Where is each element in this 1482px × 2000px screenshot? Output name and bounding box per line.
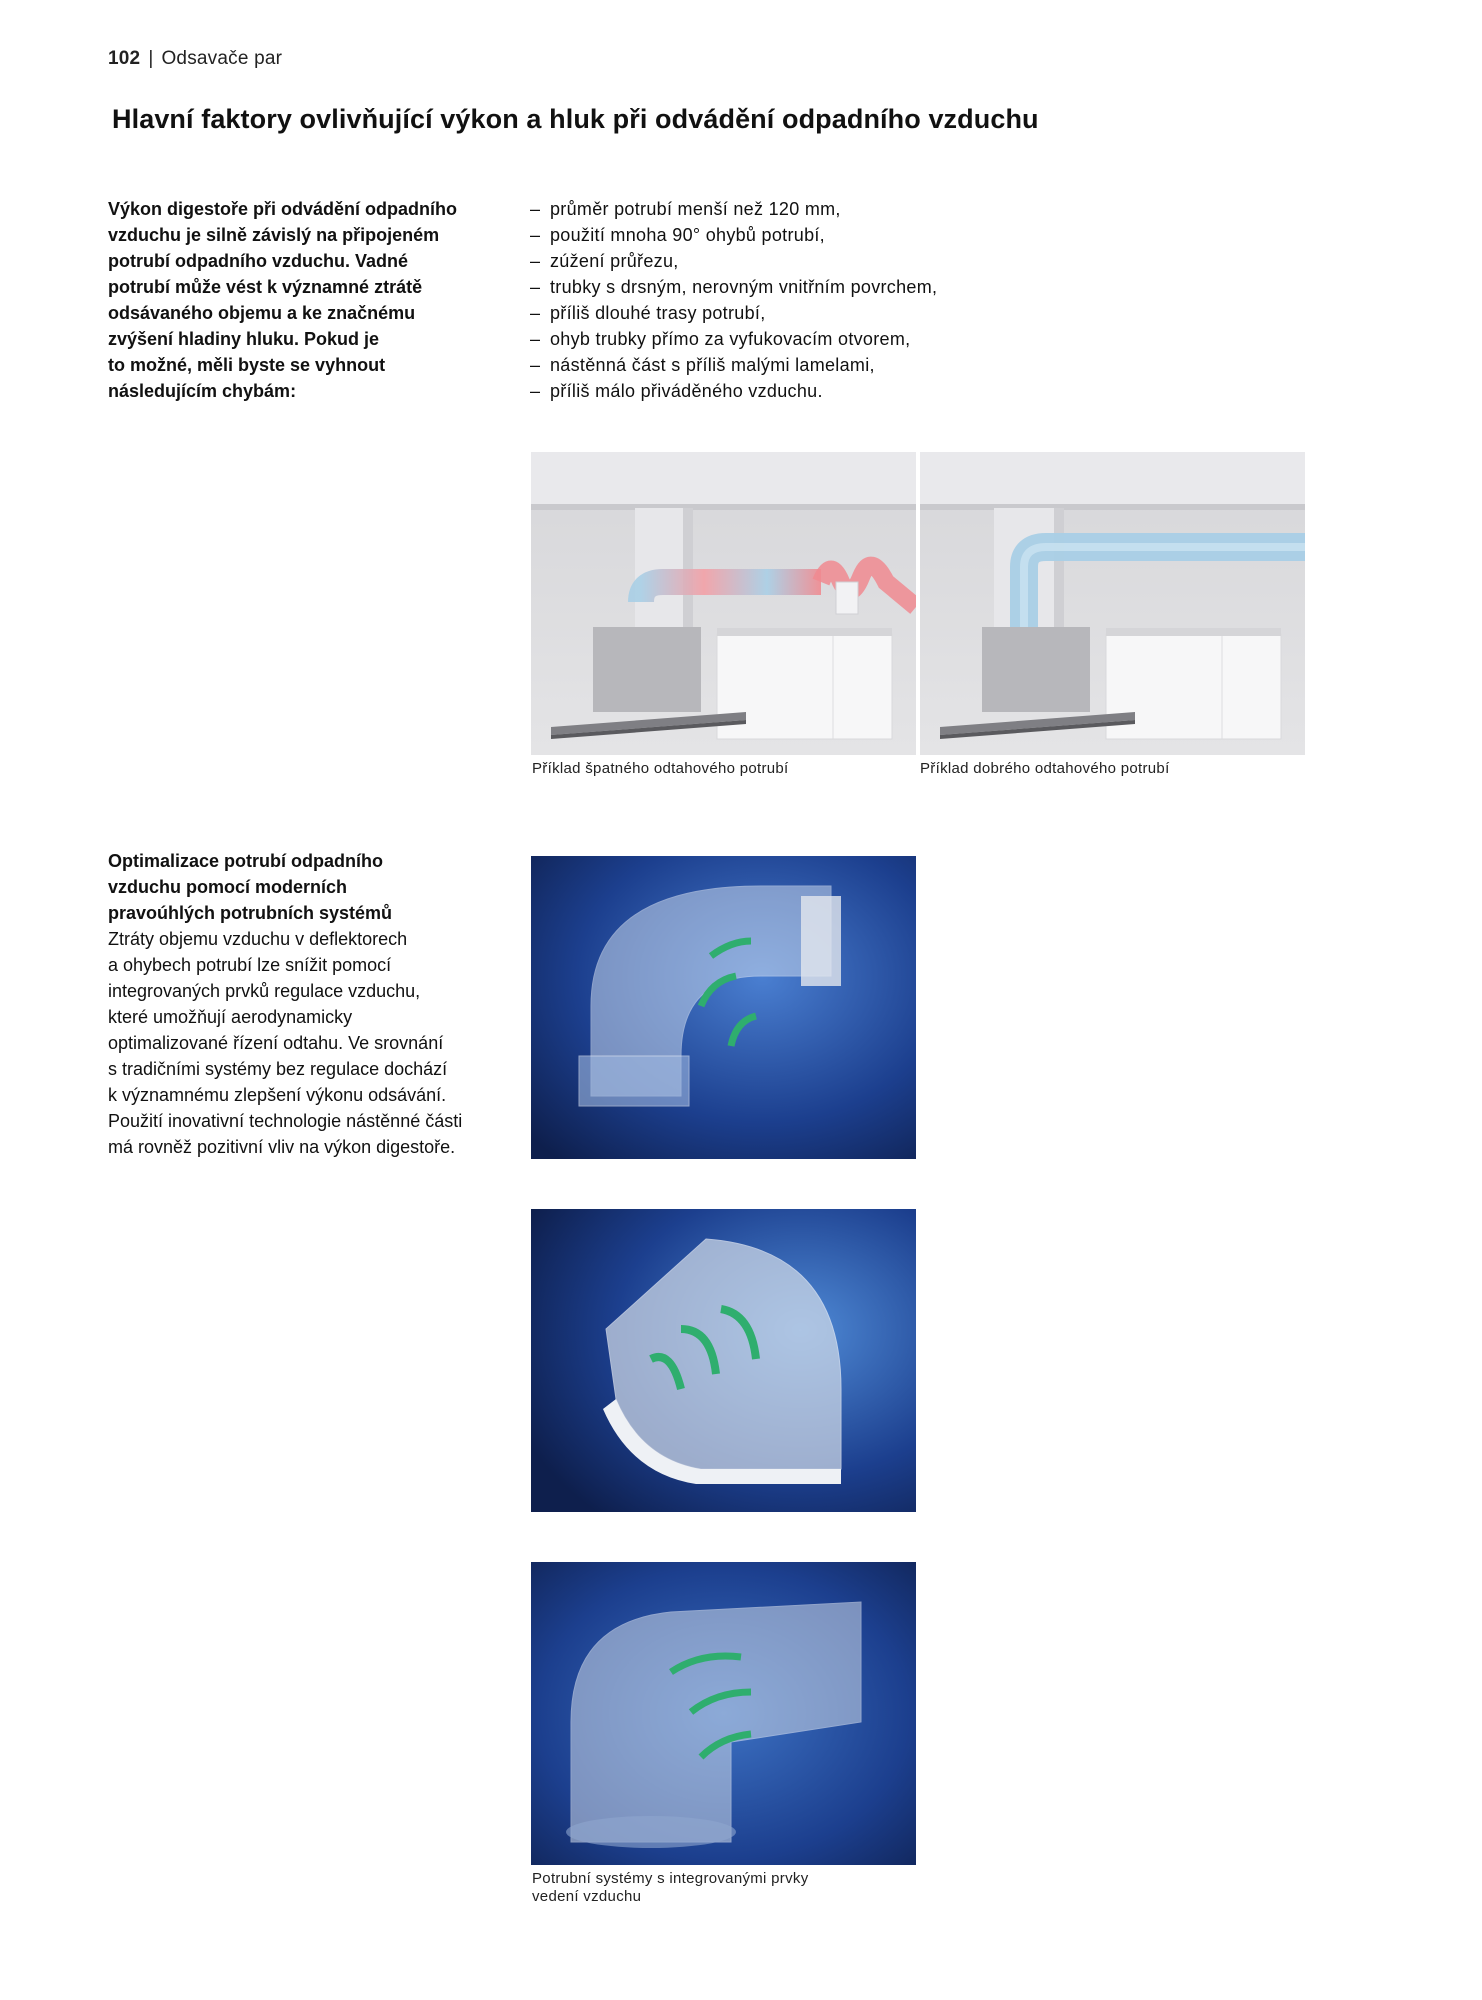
list-item: – trubky s drsným, nerovným vnitřním povrchem,: [530, 274, 937, 300]
page-title: Hlavní faktory ovlivňující výkon a hluk při odvádění odpadního vzduchu: [112, 104, 1039, 134]
good-duct-photo: [920, 452, 1305, 755]
bad-duct-caption: Příklad špatného odtahového potrubí: [532, 760, 789, 777]
optimization-body: Ztráty objemu vzduchu v deflektorech a ohybech potrubí lze snížit pomocí integrovaných prvků regulace vzduchu, které umožňují aerodynamicky optimalizované řízení odtahu. Ve srovnání s tradičními systémy bez regulace dochází k významnému zlepšení výkonu odsávání. Použití inovativní technologie nástěnné části má rovněž pozitivní vliv na výkon digestoře.: [108, 929, 463, 1157]
page-number: 102: [108, 48, 141, 69]
mistakes-list: [530, 196, 937, 404]
page-header: [108, 48, 282, 70]
good-duct-caption: Příklad dobrého odtahového potrubí: [920, 760, 1170, 777]
list-item: – ohyb trubky přímo za vyfukovacím otvorem,: [530, 326, 937, 352]
list-item: – příliš dlouhé trasy potrubí,: [530, 300, 937, 326]
list-item: – nástěnná část s příliš malými lamelami,: [530, 352, 937, 378]
duct-elbow-photo-1: [531, 856, 916, 1159]
list-item: – příliš málo přiváděného vzduchu.: [530, 378, 937, 404]
list-item: – průměr potrubí menší než 120 mm,: [530, 196, 937, 222]
section-name: Odsavače par: [161, 48, 283, 69]
header-separator: |: [148, 48, 154, 69]
duct-elbow-photo-3: [531, 1562, 916, 1865]
intro-paragraph: Výkon digestoře při odvádění odpadního vzduchu je silně závislý na připojeném potrubí odpadního vzduchu. Vadné potrubí může vést k významné ztrátě odsávaného objemu a ke značnému zvýšení hladiny hluku. Pokud je to možné, měli byste se vyhnout následujícím chybám:: [108, 199, 458, 401]
optimization-heading: Optimalizace potrubí odpadního vzduchu pomocí moderních pravoúhlých potrubních systémů: [108, 851, 393, 923]
list-item: – použití mnoha 90° ohybů potrubí,: [530, 222, 937, 248]
optimization-section: [108, 848, 508, 1160]
duct-systems-caption: Potrubní systémy s integrovanými prvky vedení vzduchu: [532, 1870, 809, 1905]
duct-elbow-photo-2: [531, 1209, 916, 1512]
list-item: – zúžení průřezu,: [530, 248, 937, 274]
bad-duct-photo: [531, 452, 916, 755]
